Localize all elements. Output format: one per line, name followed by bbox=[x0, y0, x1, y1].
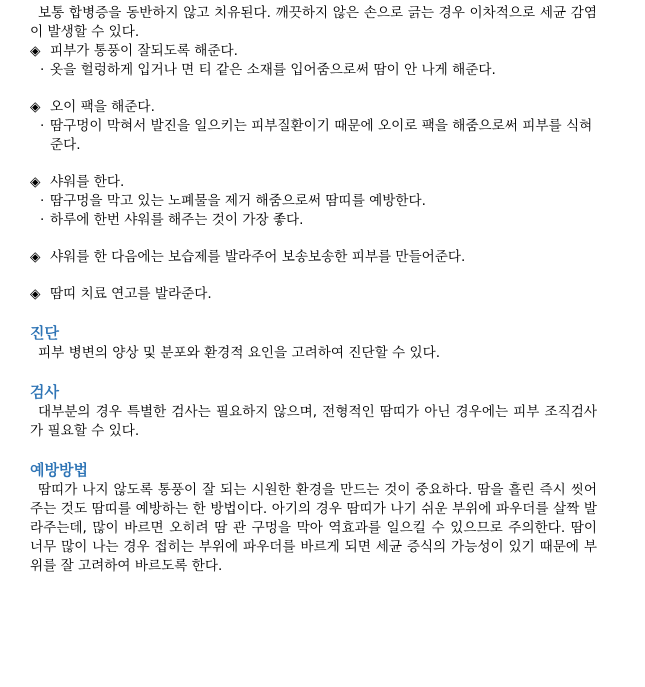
section-body: 땀띠가 나지 않도록 통풍이 잘 되는 시원한 환경을 만드는 것이 중요하다. 땀을 흘린 즉시 씻어주는 것도 땀띠를 예방하는 한 방법이다. 아기의 경우 땀띠가 나기 쉬운 부위에 파우더를 살짝 발라주는데, 많이 바르면 오히려 땀 관 구멍을 막아 역효과를 일으킬 수 있으므로 주의한다. 땀이 너무 많이 나는 경우 접히는 부위에 파우더를 바르게 되면 세균 증식의 가능성이 있기 때문에 부위를 잘 고려하여 바르도록 한다. bbox=[30, 482, 597, 574]
care-item-title: 샤워를 한다. bbox=[50, 174, 125, 190]
care-item bbox=[30, 285, 597, 304]
section-body: 대부분의 경우 특별한 검사는 필요하지 않으며, 전형적인 땀띠가 아닌 경우에는 피부 조직검사가 필요할 수 있다. bbox=[30, 404, 597, 439]
care-item-title: 오이 팩을 해준다. bbox=[50, 99, 155, 115]
diamond-bullet-icon: ◈ bbox=[30, 99, 41, 115]
care-item-detail: 하루에 한번 샤워를 해주는 것이 가장 좋다. bbox=[50, 212, 304, 228]
section-diagnosis bbox=[30, 322, 597, 363]
care-item bbox=[30, 173, 597, 230]
diamond-bullet-icon: ◈ bbox=[30, 249, 41, 265]
care-list bbox=[30, 42, 597, 304]
section-tests bbox=[30, 381, 597, 441]
diamond-bullet-icon: ◈ bbox=[30, 286, 41, 302]
care-item bbox=[30, 42, 597, 80]
sub-bullet-icon: · bbox=[40, 118, 45, 134]
section-heading: 검사 bbox=[30, 383, 59, 401]
sub-bullet-icon: · bbox=[40, 62, 45, 78]
section-prevention bbox=[30, 459, 597, 576]
care-item bbox=[30, 98, 597, 155]
sub-bullet-icon: · bbox=[40, 193, 45, 209]
care-item-detail: 땀구멍이 막혀서 발진을 일으키는 피부질환이기 때문에 오이로 팩을 해줌으로써 피부를 식혀 준다. bbox=[50, 118, 593, 153]
section-heading: 예방방법 bbox=[30, 461, 88, 479]
diamond-bullet-icon: ◈ bbox=[30, 174, 41, 190]
care-item bbox=[30, 248, 597, 267]
intro-paragraph: 보통 합병증을 동반하지 않고 치유된다. 깨끗하지 않은 손으로 긁는 경우 이차적으로 세균 감염이 발생할 수 있다. bbox=[30, 5, 597, 40]
care-item-title: 피부가 통풍이 잘되도록 해준다. bbox=[50, 43, 238, 59]
care-item-title: 샤워를 한 다음에는 보습제를 발라주어 보송보송한 피부를 만들어준다. bbox=[50, 249, 466, 265]
diamond-bullet-icon: ◈ bbox=[30, 43, 41, 59]
care-item-detail: 옷을 헐렁하게 입거나 면 티 같은 소재를 입어줌으로써 땀이 안 나게 해준다. bbox=[50, 62, 496, 78]
section-heading: 진단 bbox=[30, 324, 59, 342]
care-item-detail: 땀구멍을 막고 있는 노폐물을 제거 해줌으로써 땀띠를 예방한다. bbox=[50, 193, 426, 209]
section-body: 피부 병변의 양상 및 분포와 환경적 요인을 고려하여 진단할 수 있다. bbox=[38, 345, 441, 361]
care-item-title: 땀띠 치료 연고를 발라준다. bbox=[50, 286, 212, 302]
sub-bullet-icon: · bbox=[40, 212, 45, 228]
